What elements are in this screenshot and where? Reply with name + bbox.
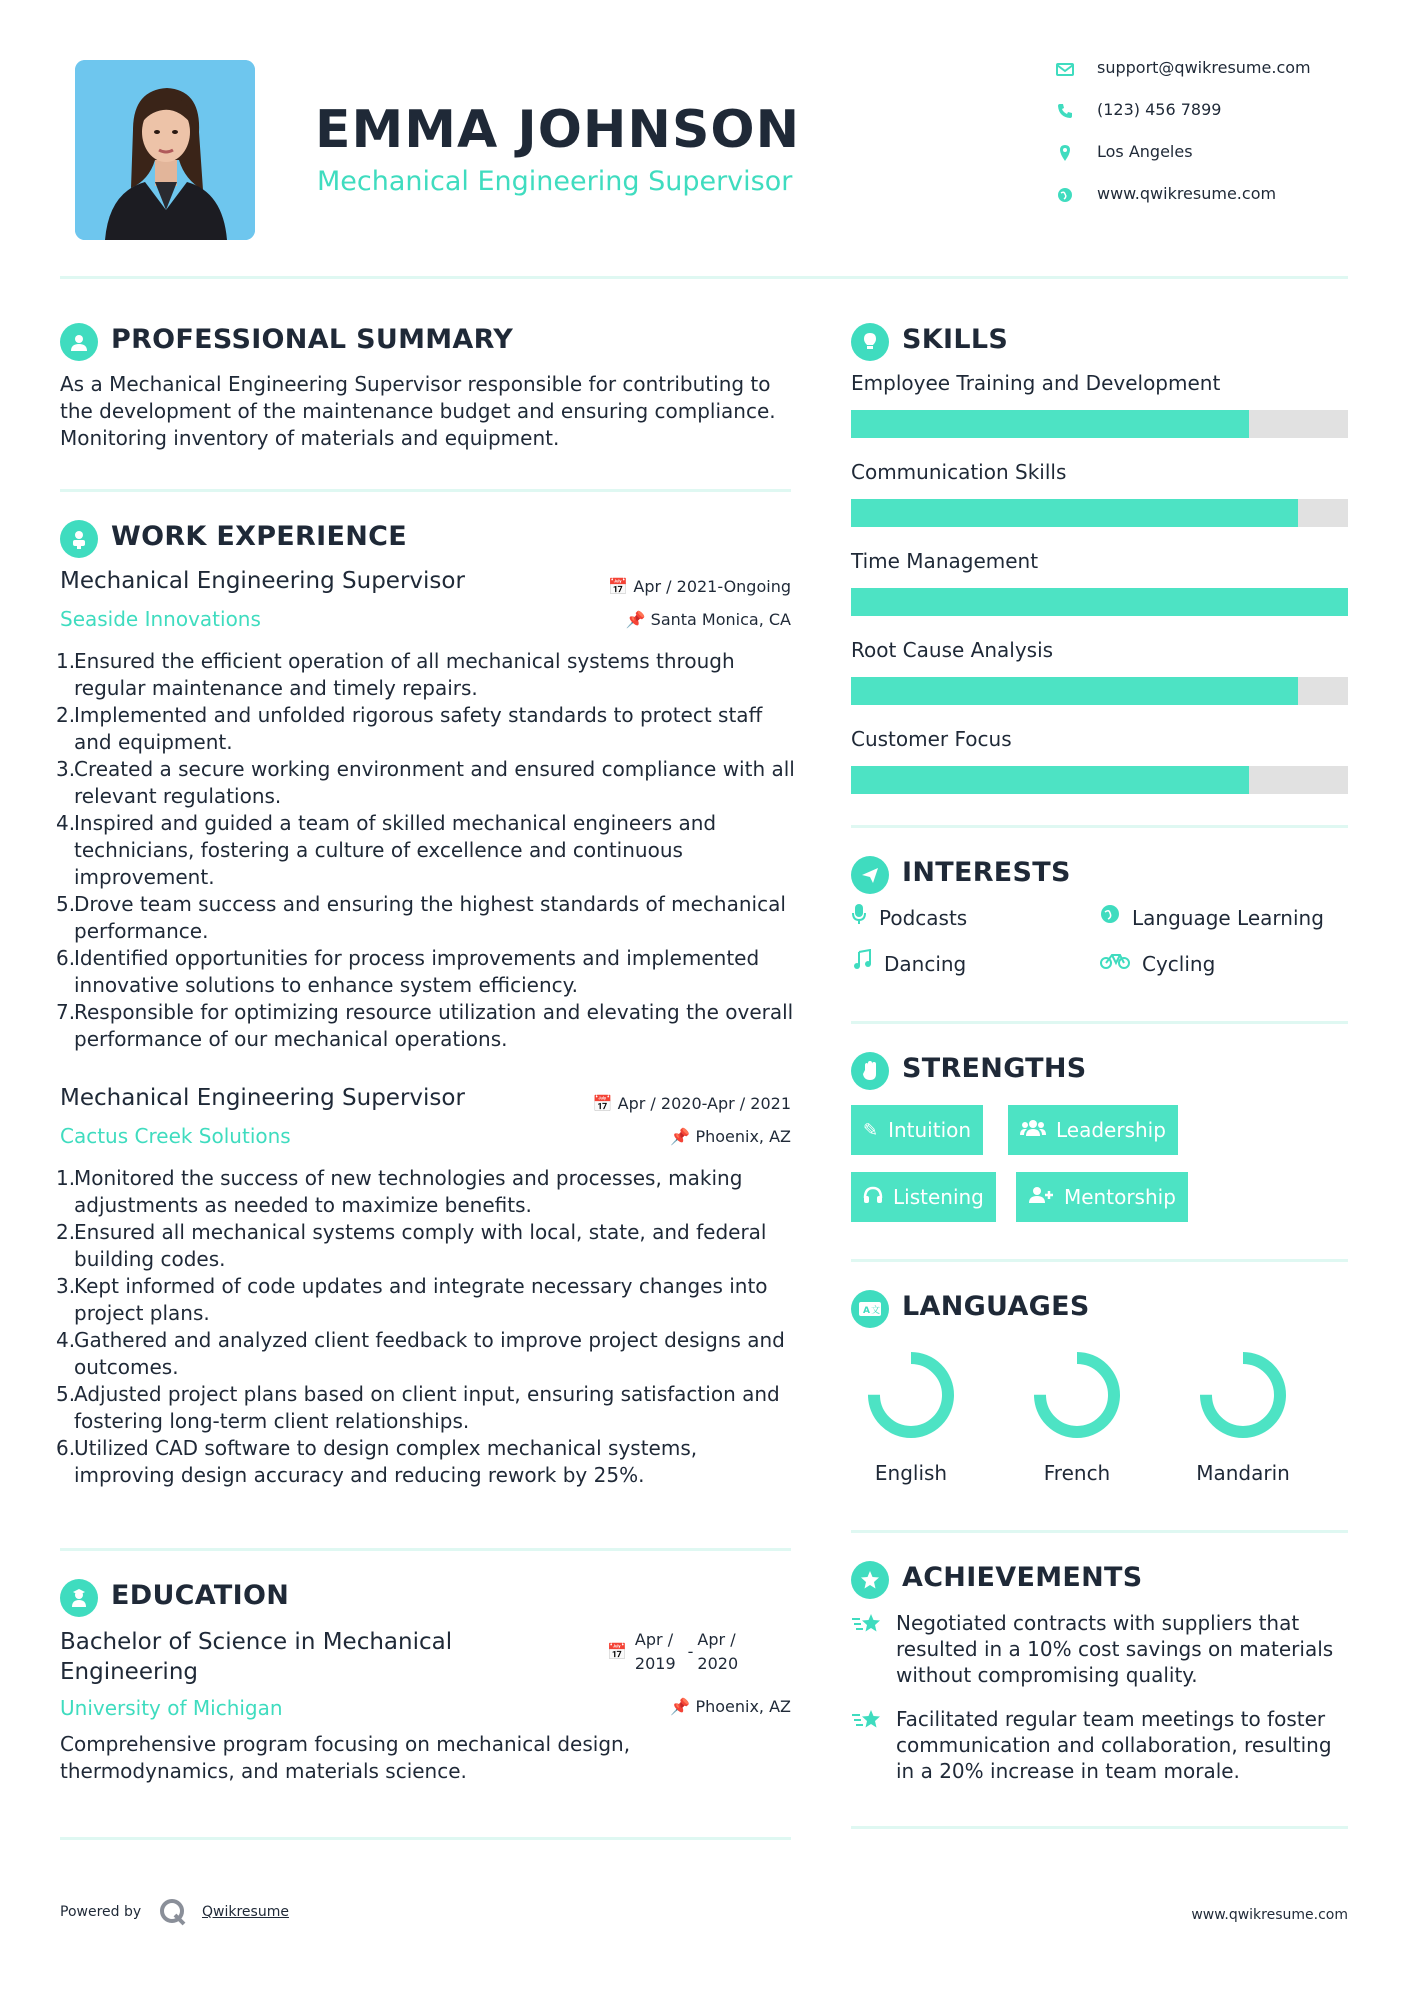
interest-cycling-label: Cycling: [1142, 952, 1216, 976]
language-icon: [851, 1290, 889, 1328]
education-heading: EDUCATION: [111, 1580, 290, 1611]
skill-bar-fill: [851, 588, 1348, 616]
languages-list: [841, 1345, 1361, 1495]
education-description: Comprehensive program focusing on mechanical design, thermodynamics, and materials science.: [60, 1732, 631, 1783]
hand-icon: [851, 1052, 889, 1090]
skill-bar-fill: [851, 677, 1298, 705]
qwikresume-logo-icon: [158, 1897, 188, 1931]
skill-bar-track: [851, 677, 1348, 705]
languages-heading: LANGUAGES: [902, 1291, 1090, 1322]
briefcase-icon: [60, 520, 98, 558]
duty-number: 2.: [56, 703, 76, 727]
education-start-year: 2019: [634, 1654, 676, 1673]
duty-number: 6.: [56, 946, 76, 970]
duty-text: Ensured the efficient operation of all mechanical systems through regular maintenance and timely repairs.: [74, 649, 735, 700]
duty-item: [56, 1219, 796, 1273]
duty-item: [56, 702, 796, 756]
education-location: [560, 1697, 791, 1716]
duty-number: 5.: [56, 892, 76, 916]
summary-divider: [60, 489, 791, 492]
strength-intuition: [851, 1105, 983, 1155]
skill-item: [851, 549, 1348, 616]
candidate-title: Mechanical Engineering Supervisor: [317, 166, 793, 197]
achievements-heading: ACHIEVEMENTS: [902, 1562, 1143, 1593]
skill-bar-fill: [851, 410, 1249, 438]
duty-item: [56, 648, 796, 702]
pushpin-icon: 📌: [625, 610, 646, 629]
footer-website[interactable]: www.qwikresume.com: [1191, 1907, 1348, 1923]
strength-listening-label: Listening: [893, 1185, 984, 1209]
map-pin-icon: [1055, 143, 1075, 163]
calendar-icon: 📅: [608, 577, 629, 596]
music-icon: [851, 949, 884, 976]
pushpin-icon: 📌: [670, 1697, 691, 1716]
language-ring: [1173, 1345, 1313, 1445]
duty-text: Created a secure working environment and ensured compliance with all relevant regulations.: [74, 757, 795, 808]
users-icon: [1020, 1119, 1046, 1142]
education-location-text: Phoenix, AZ: [695, 1697, 791, 1716]
experience-divider: [60, 1548, 791, 1551]
strength-intuition-label: Intuition: [888, 1118, 972, 1142]
paper-plane-icon: [851, 856, 889, 894]
skill-label: Employee Training and Development: [851, 371, 1221, 395]
contact-location-text: Los Angeles: [1097, 142, 1193, 161]
strength-leadership-label: Leadership: [1056, 1118, 1166, 1142]
duty-number: 2.: [56, 1220, 76, 1244]
svg-text:文: 文: [871, 1306, 881, 1316]
svg-text:A: A: [863, 1306, 870, 1316]
language-label: English: [874, 1461, 948, 1485]
interests-divider: [851, 1021, 1348, 1024]
skill-item: [851, 727, 1348, 794]
degree-line-1: Bachelor of Science in Mechanical: [60, 1629, 453, 1655]
skill-label: Customer Focus: [851, 727, 1012, 751]
globe-icon: [1099, 903, 1132, 930]
headphones-icon: [863, 1186, 883, 1209]
duty-item: [56, 891, 796, 945]
job-2-title: Mechanical Engineering Supervisor: [60, 1085, 465, 1111]
achievement-2-text: Facilitated regular team meetings to foster communication and collaboration, resulting in a 20% increase in team morale.: [896, 1707, 1332, 1783]
education-end-year: 2020: [697, 1654, 739, 1673]
education-start-month: Apr /: [634, 1630, 674, 1649]
interest-podcasts-label: Podcasts: [879, 906, 968, 930]
duty-item: [56, 1327, 796, 1381]
job-1-duties: [56, 648, 796, 1053]
language-ring-arc: [1206, 1358, 1280, 1432]
skills-heading: SKILLS: [902, 324, 1009, 355]
duty-item: [56, 1165, 796, 1219]
duty-text: Identified opportunities for process improvements and implemented innovative solutions to enhance system efficiency.: [74, 946, 760, 997]
achievement-2-icon-wrap: [851, 1706, 883, 1738]
education-end-month: Apr /: [697, 1630, 736, 1649]
phone-icon: [1055, 101, 1075, 121]
duty-text: Gathered and analyzed client feedback to improve project designs and outcomes.: [74, 1328, 785, 1379]
skill-item: [851, 460, 1348, 527]
strength-listening: [851, 1172, 996, 1222]
experience-heading: WORK EXPERIENCE: [111, 521, 407, 552]
skill-label: Communication Skills: [851, 460, 1067, 484]
interests-heading: INTERESTS: [902, 857, 1071, 888]
strength-mentorship: [1016, 1172, 1188, 1222]
school-name: University of Michigan: [60, 1696, 283, 1720]
duty-number: 7.: [56, 1000, 76, 1024]
duty-item: [56, 1435, 796, 1489]
calendar-icon: 📅: [607, 1642, 627, 1661]
achievements-divider: [851, 1826, 1348, 1829]
duty-item: [56, 945, 796, 999]
job-2-company: Cactus Creek Solutions: [60, 1124, 291, 1148]
job-1-location-text: Santa Monica, CA: [650, 610, 791, 629]
skill-bar-fill: [851, 499, 1298, 527]
strengths-heading: STRENGTHS: [902, 1053, 1087, 1084]
job-2-dates: [540, 1094, 791, 1113]
candidate-name: EMMA JOHNSON: [315, 100, 801, 160]
contact-location: [1055, 142, 1193, 163]
duty-text: Drove team success and ensuring the highest standards of mechanical performance.: [74, 892, 786, 943]
duty-number: 4.: [56, 1328, 76, 1352]
languages-divider: [851, 1530, 1348, 1533]
contact-email-text: support@qwikresume.com: [1097, 58, 1311, 77]
job-2-duties: [56, 1165, 796, 1489]
interest-dancing: [851, 949, 966, 976]
duty-item: [56, 756, 796, 810]
star-badge-icon: [851, 1561, 889, 1599]
skill-item: [851, 371, 1348, 438]
duty-number: 4.: [56, 811, 76, 835]
duty-number: 3.: [56, 757, 76, 781]
interest-podcasts: [851, 903, 967, 930]
education-dates: [607, 1628, 738, 1676]
summary-heading: PROFESSIONAL SUMMARY: [111, 324, 514, 355]
summary-text: As a Mechanical Engineering Supervisor responsible for contributing to the development of the maintenance budget and ensuring compliance. Monitoring inventory of materials and equipment.: [60, 372, 776, 450]
duty-number: 1.: [56, 649, 76, 673]
duty-text: Kept informed of code updates and integrate necessary changes into project plans.: [74, 1274, 768, 1325]
strength-mentorship-label: Mentorship: [1064, 1185, 1176, 1209]
contact-website[interactable]: [1055, 184, 1276, 205]
skill-bar-track: [851, 588, 1348, 616]
shooting-star-icon: [851, 1623, 883, 1642]
interest-dancing-label: Dancing: [884, 952, 967, 976]
job-1-dates-text: Apr / 2021-Ongoing: [633, 577, 791, 596]
degree-line-2: Engineering: [60, 1659, 198, 1685]
graduation-icon: [60, 1579, 98, 1617]
strength-leadership: [1008, 1105, 1178, 1155]
interest-cycling: [1099, 949, 1215, 976]
degree: [60, 1627, 452, 1687]
header-divider: [60, 276, 1348, 279]
job-2-location-text: Phoenix, AZ: [695, 1127, 791, 1146]
qwikresume-link[interactable]: Qwikresume: [202, 1904, 289, 1920]
language-label: Mandarin: [1196, 1461, 1290, 1485]
duty-number: 5.: [56, 1382, 76, 1406]
job-1-location: [560, 610, 791, 629]
language-ring-arc: [1040, 1358, 1114, 1432]
profile-photo: [75, 60, 255, 240]
magic-wand-icon: ✎: [863, 1119, 879, 1141]
pushpin-icon: 📌: [670, 1127, 691, 1146]
skill-bar-fill: [851, 766, 1249, 794]
skill-label: Root Cause Analysis: [851, 638, 1054, 662]
duty-text: Adjusted project plans based on client input, ensuring satisfaction and fostering long-term client relationships.: [74, 1382, 780, 1433]
job-1-company: Seaside Innovations: [60, 607, 261, 631]
contact-email[interactable]: [1055, 58, 1311, 79]
lightbulb-icon: [851, 323, 889, 361]
globe-icon: [1055, 185, 1075, 205]
duty-item: [56, 1273, 796, 1327]
interest-language-learning-label: Language Learning: [1132, 906, 1324, 930]
language-label: French: [1043, 1461, 1111, 1485]
duty-text: Ensured all mechanical systems comply with local, state, and federal building codes.: [74, 1220, 767, 1271]
achievement-1-text: Negotiated contracts with suppliers that resulted in a 10% cost savings on materials without compromising quality.: [896, 1611, 1334, 1687]
strengths-divider: [851, 1259, 1348, 1262]
language-ring: [1007, 1345, 1147, 1445]
skills-divider: [851, 825, 1348, 828]
language-ring: [841, 1345, 981, 1445]
duty-number: 1.: [56, 1166, 76, 1190]
job-2-dates-text: Apr / 2020-Apr / 2021: [617, 1094, 791, 1113]
skill-item: [851, 638, 1348, 705]
job-2-location: [560, 1127, 791, 1146]
duty-text: Monitored the success of new technologies and processes, making adjustments as needed to maximize benefits.: [74, 1166, 743, 1217]
contact-website-text: www.qwikresume.com: [1097, 184, 1277, 203]
bicycle-icon: [1099, 949, 1142, 976]
skills-list: [851, 371, 1348, 816]
language-item: [1007, 1345, 1147, 1485]
duty-text: Implemented and unfolded rigorous safety standards to protect staff and equipment.: [74, 703, 763, 754]
calendar-icon: 📅: [592, 1094, 613, 1113]
job-1-title: Mechanical Engineering Supervisor: [60, 568, 465, 594]
achievement-1-icon-wrap: [851, 1610, 883, 1642]
duty-item: [56, 810, 796, 891]
education-divider: [60, 1837, 791, 1840]
powered-by-label: Powered by: [60, 1904, 142, 1920]
skill-bar-track: [851, 499, 1348, 527]
language-ring-arc: [874, 1358, 948, 1432]
contact-phone-text: (123) 456 7899: [1097, 100, 1222, 119]
microphone-icon: [851, 903, 879, 930]
user-plus-icon: [1028, 1186, 1054, 1209]
skill-bar-track: [851, 766, 1348, 794]
contact-phone[interactable]: [1055, 100, 1221, 121]
duty-item: [56, 1381, 796, 1435]
skill-bar-track: [851, 410, 1348, 438]
user-circle-icon: [60, 323, 98, 361]
education-date-dash: -: [687, 1642, 694, 1661]
job-1-dates: [560, 577, 791, 596]
shooting-star-icon: [851, 1719, 883, 1738]
duty-text: Responsible for optimizing resource utilization and elevating the overall performance of our mechanical operations.: [74, 1000, 794, 1051]
language-item: [1173, 1345, 1313, 1485]
duty-number: 3.: [56, 1274, 76, 1298]
interest-language-learning: [1099, 903, 1324, 930]
duty-text: Utilized CAD software to design complex mechanical systems, improving design accuracy and reducing rework by 25%.: [74, 1436, 698, 1487]
duty-number: 6.: [56, 1436, 76, 1460]
duty-text: Inspired and guided a team of skilled mechanical engineers and technicians, fostering a culture of excellence and continuous improvement.: [74, 811, 717, 889]
language-item: [841, 1345, 981, 1485]
duty-item: [56, 999, 796, 1053]
envelope-icon: [1055, 59, 1075, 79]
skill-label: Time Management: [851, 549, 1039, 573]
